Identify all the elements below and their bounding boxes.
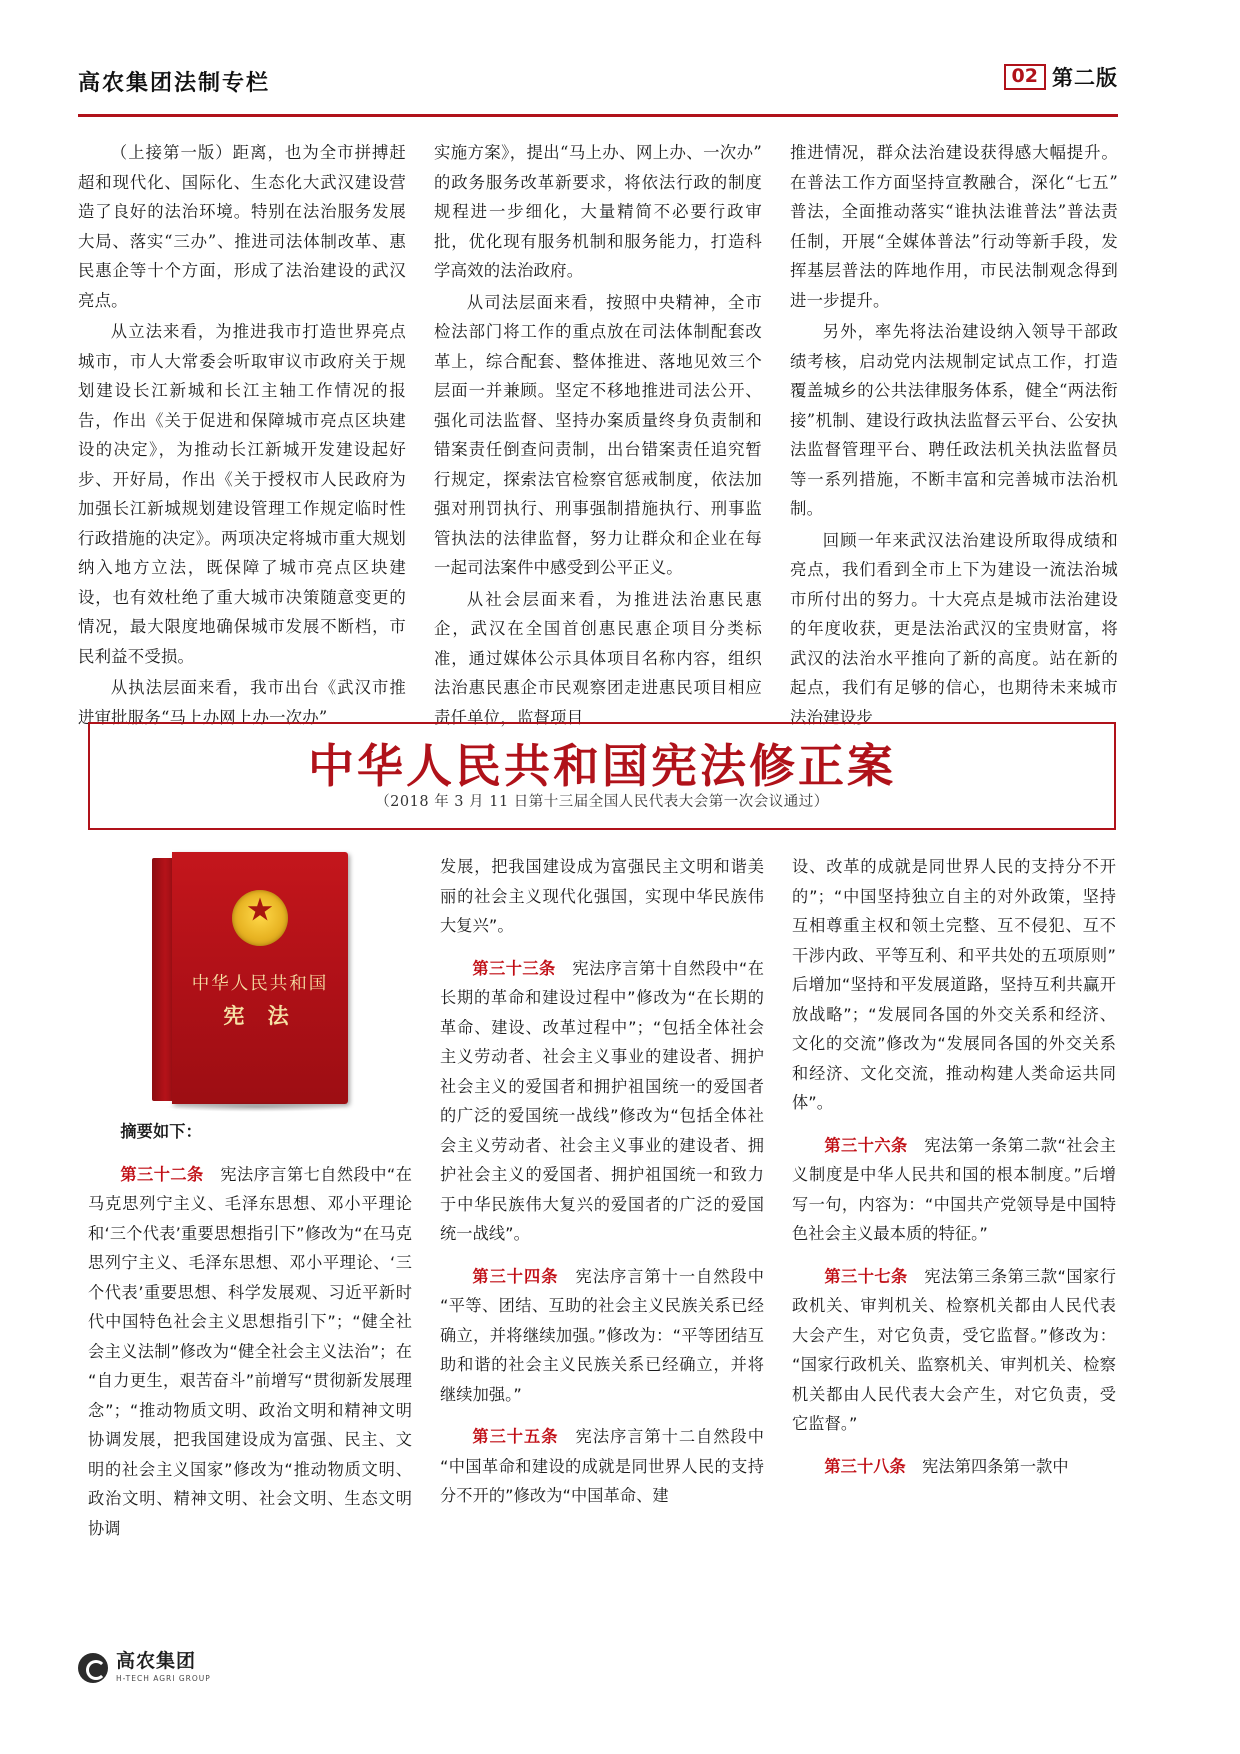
constitution-book-image	[144, 852, 356, 1107]
paragraph: 从执法层面来看，我市出台《武汉市推进审批服务“马上办网上办一次办”	[78, 678, 406, 727]
page-number: 02	[1004, 64, 1046, 91]
paragraph: 回顾一年来武汉法治建设所取得成绩和亮点，我们看到全市上下为建设一流法治城市所付出的努力。十大亮点是城市法治建设的年度收获，更是法治武汉的宝贵财富，将武汉的法治水平推向了新的高度。站在新的起点，我们有足够的信心，也期待未来城市法治建设步	[790, 530, 1118, 727]
book-front-cover	[172, 852, 348, 1104]
summary-heading: 摘要如下：	[120, 1122, 202, 1141]
national-emblem-icon	[232, 890, 288, 946]
footer-logo-text	[116, 1652, 211, 1683]
article-text: 宪法序言第十自然段中“在长期的革命和建设过程中”修改为“在长期的革命、建设、改革过程中”；“包括全体社会主义劳动者、社会主义事业的建设者、拥护社会主义的爱国者和拥护祖国统一的爱国者的广泛的爱国统一战线”修改为“包括全体社会主义劳动者、社会主义事业的建设者、拥护社会主义的爱国者、拥护祖国统一和致力于中华民族伟大复兴的爱国者的广泛的爱国统一战线”。	[440, 958, 764, 1243]
headline-title: 中华人民共和国宪法修正案	[308, 739, 896, 793]
article-paragraph	[792, 1131, 1116, 1249]
article-text: 宪法第四条第一款中	[922, 1456, 1069, 1476]
top-column-1	[78, 138, 406, 727]
lower-article	[88, 852, 1116, 1538]
paragraph: 从司法层面来看，按照中央精神，全市检法部门将工作的重点放在司法体制配套改革上，综合配套、整体推进、落地见效三个层面一并兼顾。坚定不移地推进司法公开、强化司法监督、坚持办案质量终身负责制和错案责任倒查问责制，出台错案责任追究暂行规定，探索法官检察官惩戒制度，依法加强对刑罚执行、刑事强制措施执行、刑事监管执法的法律监督，努力让群众和企业在每一起司法案件中感受到公平正义。	[434, 292, 762, 577]
paragraph: （上接第一版）距离，也为全市拼搏赶超和现代化、国际化、生态化大武汉建设营造了良好的法治环境。特别在法治服务发展大局、落实“三办”、推进司法体制改革、惠民惠企等十个方面，形成了法治建设的武汉亮点。	[78, 143, 406, 310]
masthead-title: 高农集团法制专栏	[78, 70, 271, 96]
article-label: 第三十八条	[824, 1456, 906, 1476]
paragraph: 另外，率先将法治建设纳入领导干部政绩考核，启动党内法规制定试点工作，打造覆盖城乡的公共法律服务体系，健全“两法衔接”机制、建设行政执法监督云平台、公安执法监督管理平台、聘任政法机关执法监督员等一系列措施，不断丰富和完善城市法治机制。	[790, 322, 1118, 518]
book-shadow	[164, 1102, 350, 1112]
article-paragraph	[440, 1422, 764, 1511]
article-text: 宪法第三条第三款“国家行政机关、审判机关、检察机关都由人民代表大会产生，对它负责，受它监督。”修改为：“国家行政机关、监察机关、审判机关、检察机关都由人民代表大会产生，对它负责，受它监督。”	[792, 1266, 1116, 1433]
article-text: 宪法序言第十二自然段中“中国革命和建设的成就是同世界人民的支持分不开的”修改为“中国革命、建	[440, 1427, 765, 1505]
article-text: 宪法第一条第二款“社会主义制度是中华人民共和国的根本制度。”后增写一句，内容为：“中国共产党领导是中国特色社会主义最本质的特征。”	[792, 1135, 1116, 1243]
paragraph: 从社会层面来看，为推进法治惠民惠企，武汉在全国首创惠民惠企项目分类标准，通过媒体公示具体项目名称内容，组织法治惠民惠企市民观察团走进惠民项目相应责任单位，监督项目	[434, 589, 762, 727]
logo-subtitle: H-TECH AGRI GROUP	[116, 1674, 211, 1683]
article-label: 第三十六条	[824, 1135, 908, 1155]
top-article	[78, 138, 1118, 727]
top-column-3	[790, 138, 1118, 727]
article-paragraph	[792, 1262, 1116, 1439]
headline-box	[88, 722, 1116, 830]
paragraph: 从立法来看，为推进我市打造世界亮点城市，市人大常委会听取审议市政府关于规划建设长江新城和长江主轴工作情况的报告，作出《关于促进和保障城市亮点区块建设的决定》，为推动长江新城开发建设起好步、开好局，作出《关于授权市人民政府为加强长江新城规划建设管理工作规定临时性行政措施的决定》。两项决定将城市重大规划纳入地方立法，既保障了城市亮点区块建设，也有效杜绝了重大城市决策随意变更的情况，最大限度地确保城市发展不断档，市民利益不受损。	[78, 322, 406, 666]
headline-subtitle: （2018 年 3 月 11 日第十三届全国人民代表大会第一次会议通过）	[375, 794, 829, 810]
article-paragraph	[792, 1452, 1116, 1482]
article-paragraph	[88, 1160, 412, 1544]
masthead-page-indicator	[1004, 62, 1118, 92]
footer-logo	[78, 1652, 211, 1683]
paragraph: 实施方案》，提出“马上办、网上办、一次办”的政务服务改革新要求，将依法行政的制度规程进一步细化，大量精简不必要行政审批，优化现有服务机制和服务能力，打造科学高效的法治政府。	[434, 143, 762, 280]
group-logo-icon	[78, 1653, 108, 1683]
article-label: 第三十三条	[472, 958, 556, 978]
article-text: 发展，把我国建设成为富强民主文明和谐美丽的社会主义现代化强国，实现中华民族伟大复兴”。	[440, 857, 764, 935]
article-paragraph	[440, 954, 764, 1249]
paragraph: 推进情况，群众法治建设获得感大幅提升。在普法工作方面坚持宣教融合，深化“七五”普法，全面推动落实“谁执法谁普法”普法责任制，开展“全媒体普法”行动等新手段，发挥基层普法的阵地作用，市民法制观念得到进一步提升。	[790, 143, 1118, 310]
book-spine	[152, 858, 174, 1101]
book-title-line2: 宪 法	[223, 1003, 297, 1028]
article-paragraph	[440, 1262, 764, 1410]
lower-column-2	[440, 852, 765, 1505]
page-label: 第二版	[1052, 65, 1118, 90]
logo-name: 高农集团	[116, 1650, 197, 1672]
book-title-line1: 中华人民共和国	[191, 974, 329, 994]
article-label: 第三十七条	[824, 1266, 908, 1286]
article-label: 第三十四条	[472, 1266, 559, 1286]
lower-column-1	[88, 852, 412, 1538]
article-text: 宪法序言第十一自然段中“平等、团结、互助的社会主义民族关系已经确立，并将继续加强。”修改为：“平等团结互助和谐的社会主义民族关系已经确立，并将继续加强。”	[440, 1266, 765, 1404]
lower-column-3	[792, 852, 1116, 1492]
article-text: 设、改革的成就是同世界人民的支持分不开的”；“中国坚持独立自主的对外政策，坚持互相尊重主权和领土完整、互不侵犯、互不干涉内政、平等互利、和平共处的五项原则”后增加“坚持和平发展道路，坚持互利共赢开放战略”；“发展同各国的外交关系和经济、文化的交流”修改为“发展同各国的外交关系和经济、文化交流，推动构建人类命运共同体”。	[792, 857, 1116, 1112]
article-paragraph	[440, 852, 764, 941]
masthead	[78, 62, 1118, 117]
article-label: 第三十二条	[120, 1164, 204, 1184]
article-paragraph	[792, 852, 1116, 1118]
article-text: 宪法序言第七自然段中“在马克思列宁主义、毛泽东思想、邓小平理论和‘三个代表’重要思想指引下”修改为“在马克思列宁主义、毛泽东思想、邓小平理论、‘三个代表’重要思想、科学发展观、习近平新时代中国特色社会主义思想指引下”；“健全社会主义法制”修改为“健全社会主义法治”；在“自力更生，艰苦奋斗”前增写“贯彻新发展理念”；“推动物质文明、政治文明和精神文明协调发展，把我国建设成为富强、民主、文明的社会主义国家”修改为“推动物质文明、政治文明、精神文明、社会文明、生态文明协调	[88, 1164, 412, 1538]
article-label: 第三十五条	[472, 1427, 559, 1446]
top-column-2	[434, 138, 762, 727]
